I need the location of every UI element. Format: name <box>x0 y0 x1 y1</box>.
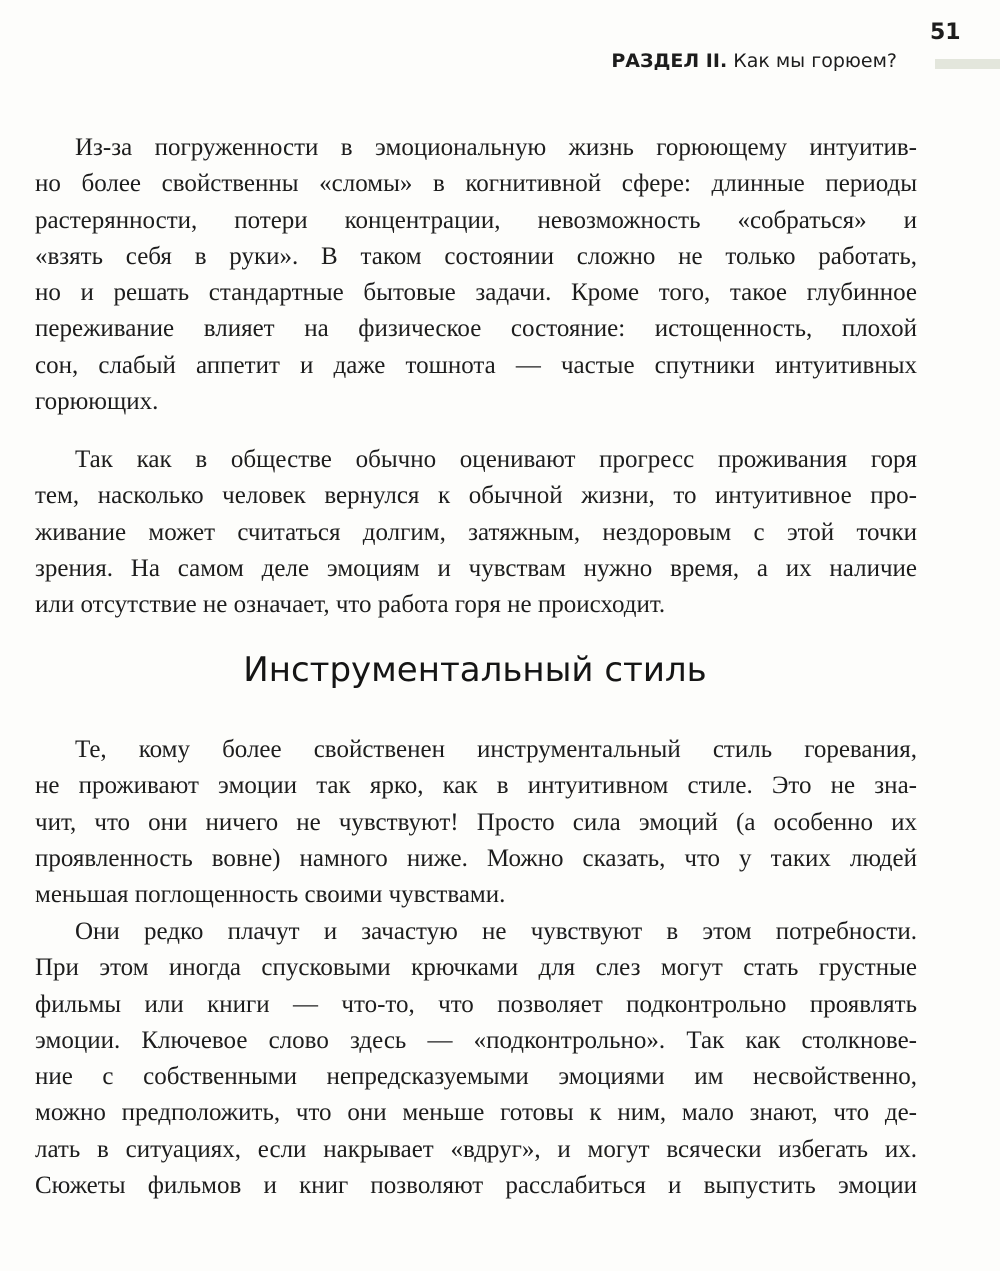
text-line: Из-за погруженности в эмоциональную жизнь горюющему интуитив- <box>75 134 917 161</box>
text-line: фильмы или книги — что-то, что позволяет подконтрольно проявлять <box>35 990 917 1018</box>
text-line: Они редко плачут и зачастую не чувствуют в этом потребности. <box>75 918 917 945</box>
page-number: 51 <box>930 20 961 45</box>
text-line: Те, кому более свойственен инструментальный стиль горевания, <box>75 736 917 763</box>
text-line: меньшая поглощенность своими чувствами. <box>35 881 506 909</box>
text-line: чит, что они ничего не чувствуют! Просто сила эмоций (а особенно их <box>35 808 917 836</box>
paragraph <box>35 130 917 420</box>
paragraph <box>35 442 917 623</box>
text-line: Сюжеты фильмов и книг позволяют расслабиться и выпустить эмоции <box>35 1172 917 1200</box>
text-line: переживание влияет на физическое состояние: истощенность, плохой <box>35 315 917 343</box>
paragraph <box>35 732 917 913</box>
text-line: не проживают эмоции так ярко, как в интуитивном стиле. Это не зна- <box>35 772 917 800</box>
running-header <box>611 50 897 72</box>
section-title: Как мы горюем? <box>733 50 897 72</box>
paragraph <box>35 914 917 1204</box>
text-line: проявленность вовне) намного ниже. Можно сказать, что у таких людей <box>35 844 917 872</box>
text-line: но и решать стандартные бытовые задачи. Кроме того, такое глубинное <box>35 279 917 307</box>
text-line: тем, насколько человек вернулся к обычной жизни, то интуитивное про- <box>35 482 917 510</box>
text-line: лать в ситуациях, если накрывает «вдруг», и могут всячески избегать их. <box>35 1135 917 1163</box>
text-line: живание может считаться долгим, затяжным, нездоровым с этой точки <box>35 518 917 546</box>
text-line: эмоции. Ключевое слово здесь — «подконтрольно». Так как столкнове- <box>35 1026 917 1054</box>
page-tab-marker <box>935 59 1000 69</box>
text-line: можно предположить, что они меньше готовы к ним, мало знают, что де- <box>35 1099 917 1127</box>
text-line: зрения. На самом деле эмоциям и чувствам нужно время, а их наличие <box>35 554 917 582</box>
text-line: но более свойственны «сломы» в когнитивной сфере: длинные периоды <box>35 170 917 198</box>
text-line: При этом иногда спусковыми крючками для слез могут стать грустные <box>35 954 917 982</box>
text-line: или отсутствие не означает, что работа горя не происходит. <box>35 591 666 619</box>
text-line: Так как в обществе обычно оценивают прогресс проживания горя <box>75 446 917 473</box>
section-label: РАЗДЕЛ II. <box>611 50 728 72</box>
section-heading: Инструментальный стиль <box>243 650 707 690</box>
text-line: «взять себя в руки». В таком состоянии сложно не только работать, <box>35 242 917 270</box>
text-line: сон, слабый аппетит и даже тошнота — частые спутники интуитивных <box>35 351 917 379</box>
text-line: растерянности, потери концентрации, невозможность «собраться» и <box>35 206 917 234</box>
text-line: ние с собственными непредсказуемыми эмоциями им несвойственно, <box>35 1063 917 1091</box>
text-line: горюющих. <box>35 388 159 416</box>
